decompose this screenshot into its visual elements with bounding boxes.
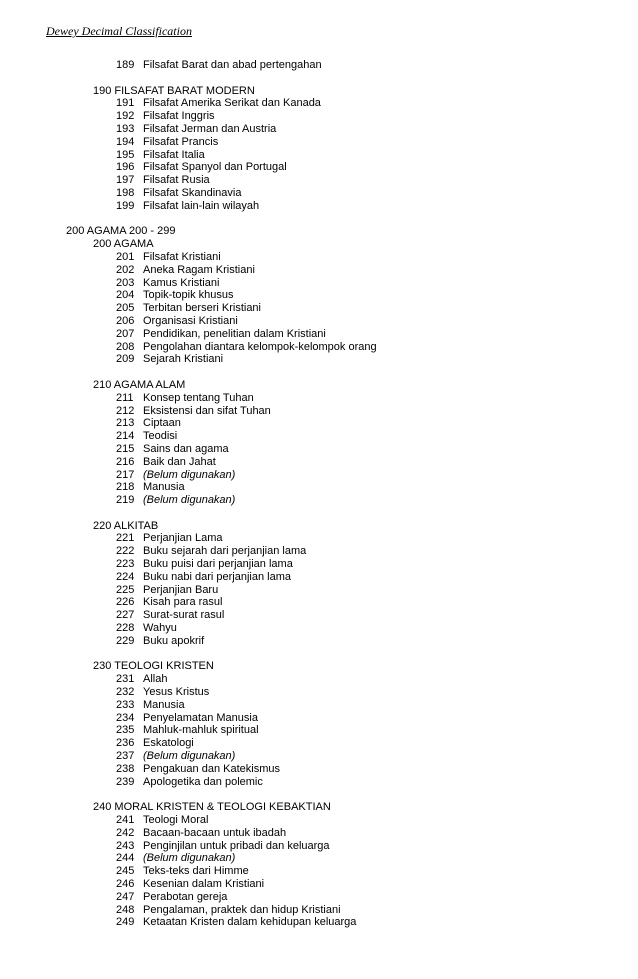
- section-title: Apologetika dan polemic: [143, 775, 263, 788]
- section-entry: [0, 405, 638, 418]
- section-title: Teodisi: [143, 430, 178, 443]
- section-number: 199: [116, 199, 135, 212]
- section-number: 203: [116, 276, 135, 289]
- section-entry: [0, 149, 638, 162]
- section-number: 192: [116, 110, 135, 123]
- section-title: Teks-teks dari Himme: [143, 865, 249, 878]
- section-title: Mahluk-mahluk spiritual: [143, 724, 259, 737]
- section-title: Penyelamatan Manusia: [143, 711, 258, 724]
- section-title: Sejarah Kristiani: [143, 353, 224, 366]
- section-entry: [0, 878, 638, 891]
- section-number: 219: [116, 494, 135, 507]
- section-entry: [0, 840, 638, 853]
- section-number: 215: [116, 442, 135, 455]
- section-entry: [0, 110, 638, 123]
- section-title: Filsafat Rusia: [143, 174, 210, 187]
- section-entry: [0, 763, 638, 776]
- section-entry: [0, 532, 638, 545]
- section-number: 224: [116, 570, 135, 583]
- section-title: Kamus Kristiani: [143, 276, 220, 289]
- section-title: Filsafat Spanyol dan Portugal: [143, 161, 287, 174]
- section-entry: [0, 712, 638, 725]
- section-title: Bacaan-bacaan untuk ibadah: [143, 826, 287, 839]
- section-entry: [0, 891, 638, 904]
- section-entry: [0, 750, 638, 763]
- section-entry: [0, 737, 638, 750]
- section-number: 212: [116, 404, 135, 417]
- section-title: Perjanjian Lama: [143, 532, 223, 545]
- section-entry: [0, 97, 638, 110]
- section-entry: [0, 686, 638, 699]
- section-number: 232: [116, 686, 135, 699]
- section-number: 206: [116, 314, 135, 327]
- section-entry: [0, 481, 638, 494]
- division-heading: 230 TEOLOGI KRISTEN: [93, 660, 214, 673]
- division-heading: 210 AGAMA ALAM: [93, 378, 186, 391]
- section-number: 204: [116, 289, 135, 302]
- main-class-heading: 200 AGAMA 200 - 299: [66, 225, 176, 238]
- section-title: Buku puisi dari perjanjian lama: [143, 558, 293, 571]
- document-header: Dewey Decimal Classification: [46, 24, 192, 38]
- section-title: Buku apokrif: [143, 634, 205, 647]
- section-title: Perjanjian Baru: [143, 583, 219, 596]
- section-number: 248: [116, 903, 135, 916]
- section-title: Konsep tentang Tuhan: [143, 391, 254, 404]
- section-title: Yesus Kristus: [143, 686, 210, 699]
- section-number: 242: [116, 826, 135, 839]
- section-entry: [0, 315, 638, 328]
- section-entry: [0, 328, 638, 341]
- section-title: Filsafat Barat dan abad pertengahan: [143, 59, 322, 71]
- section-number: 223: [116, 558, 135, 571]
- section-entry: [0, 59, 638, 72]
- section-entry: [0, 392, 638, 405]
- division-heading: 240 MORAL KRISTEN & TEOLOGI KEBAKTIAN: [93, 801, 331, 814]
- section-entry: [0, 161, 638, 174]
- section-entry: [0, 469, 638, 482]
- section-title: Manusia: [143, 698, 185, 711]
- section-title: Kisah para rasul: [143, 596, 223, 609]
- section-number: 211: [116, 391, 134, 404]
- section-number: 239: [116, 775, 135, 788]
- section-title: Pengakuan dan Katekismus: [143, 762, 280, 775]
- section-title: Ketaatan Kristen dalam kehidupan keluarga: [143, 916, 357, 929]
- section-title: Penginjilan untuk pribadi dan keluarga: [143, 839, 330, 852]
- section-title: Filsafat lain-lain wilayah: [143, 199, 260, 212]
- section-number: 229: [116, 634, 135, 647]
- section-number: 244: [116, 852, 135, 865]
- section-number: 234: [116, 711, 135, 724]
- section-entry: [0, 814, 638, 827]
- spacer: [0, 72, 638, 85]
- spacer: [0, 648, 638, 661]
- section-title: Eksistensi dan sifat Tuhan: [143, 404, 271, 417]
- section-title: Filsafat Amerika Serikat dan Kanada: [143, 97, 321, 110]
- section-entry: [0, 200, 638, 213]
- section-number: 208: [116, 340, 135, 353]
- section-entry: [0, 430, 638, 443]
- section-entry: [0, 187, 638, 200]
- section-entry: [0, 596, 638, 609]
- section-number: 243: [116, 839, 135, 852]
- classification-list: [0, 59, 638, 929]
- section-number: 193: [116, 122, 135, 135]
- section-title: Sains dan agama: [143, 442, 229, 455]
- section-entry: [0, 174, 638, 187]
- section-title: Surat-surat rasul: [143, 609, 225, 622]
- section-number: 213: [116, 417, 135, 430]
- section-title: Perabotan gereja: [143, 890, 228, 903]
- section-entry: [0, 417, 638, 430]
- section-number: 222: [116, 545, 135, 558]
- section-title: Aneka Ragam Kristiani: [143, 263, 255, 276]
- section-number: 191: [116, 97, 135, 110]
- section-title: Manusia: [143, 481, 185, 494]
- section-number: 197: [116, 174, 135, 187]
- section-title: Allah: [143, 673, 168, 686]
- section-title: Eskatologi: [143, 737, 194, 750]
- section-title: Wahyu: [143, 622, 177, 635]
- section-entry: [0, 289, 638, 302]
- section-number: 235: [116, 724, 135, 737]
- section-title: Buku nabi dari perjanjian lama: [143, 570, 291, 583]
- section-number: 246: [116, 878, 135, 890]
- section-title: Filsafat Inggris: [143, 110, 215, 123]
- section-number: 201: [116, 250, 135, 263]
- section-number: 198: [116, 186, 135, 199]
- spacer: [0, 507, 638, 520]
- section-entry: [0, 852, 638, 865]
- section-number: 231: [116, 673, 135, 686]
- section-entry: [0, 622, 638, 635]
- section-number: 207: [116, 327, 135, 340]
- section-number: 189: [116, 59, 135, 71]
- section-number: 236: [116, 737, 135, 750]
- section-title: Kesenian dalam Kristiani: [143, 878, 265, 890]
- section-number: 218: [116, 481, 135, 494]
- section-entry: [0, 353, 638, 366]
- section-entry: [0, 635, 638, 648]
- section-number: 247: [116, 890, 135, 903]
- section-title: Filsafat Skandinavia: [143, 186, 242, 199]
- section-entry: [0, 865, 638, 878]
- section-entry: [0, 264, 638, 277]
- section-title: Topik-topik khusus: [143, 289, 234, 302]
- division-heading: 200 AGAMA: [93, 238, 154, 251]
- section-title: Pengalaman, praktek dan hidup Kristiani: [143, 903, 341, 916]
- section-title: Organisasi Kristiani: [143, 314, 238, 327]
- section-entry: [0, 302, 638, 315]
- section-number: 205: [116, 302, 135, 315]
- section-number: 241: [116, 814, 135, 827]
- spacer: [0, 366, 638, 379]
- section-number: 238: [116, 762, 135, 775]
- section-entry: [0, 724, 638, 737]
- section-number: 228: [116, 622, 135, 635]
- section-title: Teologi Moral: [143, 814, 209, 827]
- section-title: Filsafat Kristiani: [143, 250, 221, 263]
- section-entry: [0, 827, 638, 840]
- section-number: 221: [116, 532, 135, 545]
- section-entry: [0, 673, 638, 686]
- section-entry: [0, 699, 638, 712]
- section-title: Buku sejarah dari perjanjian lama: [143, 545, 307, 558]
- section-entry: [0, 443, 638, 456]
- section-entry: [0, 545, 638, 558]
- section-number: 226: [116, 596, 135, 609]
- section-entry: [0, 341, 638, 354]
- section-number: 214: [116, 430, 135, 443]
- section-number: 194: [116, 135, 135, 148]
- section-title: (Belum digunakan): [143, 494, 236, 507]
- section-number: 237: [116, 750, 135, 763]
- section-number: 225: [116, 583, 135, 596]
- section-number: 202: [116, 263, 135, 276]
- spacer: [0, 213, 638, 226]
- section-title: Filsafat Italia: [143, 148, 205, 161]
- section-title: Pendidikan, penelitian dalam Kristiani: [143, 327, 326, 340]
- section-number: 217: [116, 468, 135, 481]
- division-heading: 190 FILSAFAT BARAT MODERN: [93, 84, 255, 97]
- section-title: (Belum digunakan): [143, 750, 236, 763]
- section-number: 249: [116, 916, 135, 929]
- section-title: Baik dan Jahat: [143, 455, 216, 468]
- section-entry: [0, 123, 638, 136]
- section-entry: [0, 277, 638, 290]
- section-title: Filsafat Jerman dan Austria: [143, 122, 277, 135]
- section-title: (Belum digunakan): [143, 852, 236, 865]
- spacer: [0, 788, 638, 801]
- section-entry: [0, 136, 638, 149]
- section-number: 209: [116, 353, 135, 366]
- section-number: 196: [116, 161, 135, 174]
- section-entry: [0, 558, 638, 571]
- section-entry: [0, 571, 638, 584]
- section-entry: [0, 776, 638, 789]
- section-entry: [0, 251, 638, 264]
- section-entry: [0, 456, 638, 469]
- section-number: 233: [116, 698, 135, 711]
- section-entry: [0, 916, 638, 929]
- section-entry: [0, 904, 638, 917]
- section-title: Ciptaan: [143, 417, 181, 430]
- section-title: Terbitan berseri Kristiani: [143, 302, 261, 315]
- section-number: 227: [116, 609, 135, 622]
- section-title: (Belum digunakan): [143, 468, 236, 481]
- section-entry: [0, 494, 638, 507]
- section-entry: [0, 609, 638, 622]
- section-title: Filsafat Prancis: [143, 135, 219, 148]
- section-entry: [0, 584, 638, 597]
- section-number: 195: [116, 148, 135, 161]
- section-number: 216: [116, 455, 135, 468]
- section-title: Pengolahan diantara kelompok-kelompok orang: [143, 340, 377, 353]
- section-number: 245: [116, 865, 135, 878]
- division-heading: 220 ALKITAB: [93, 519, 159, 532]
